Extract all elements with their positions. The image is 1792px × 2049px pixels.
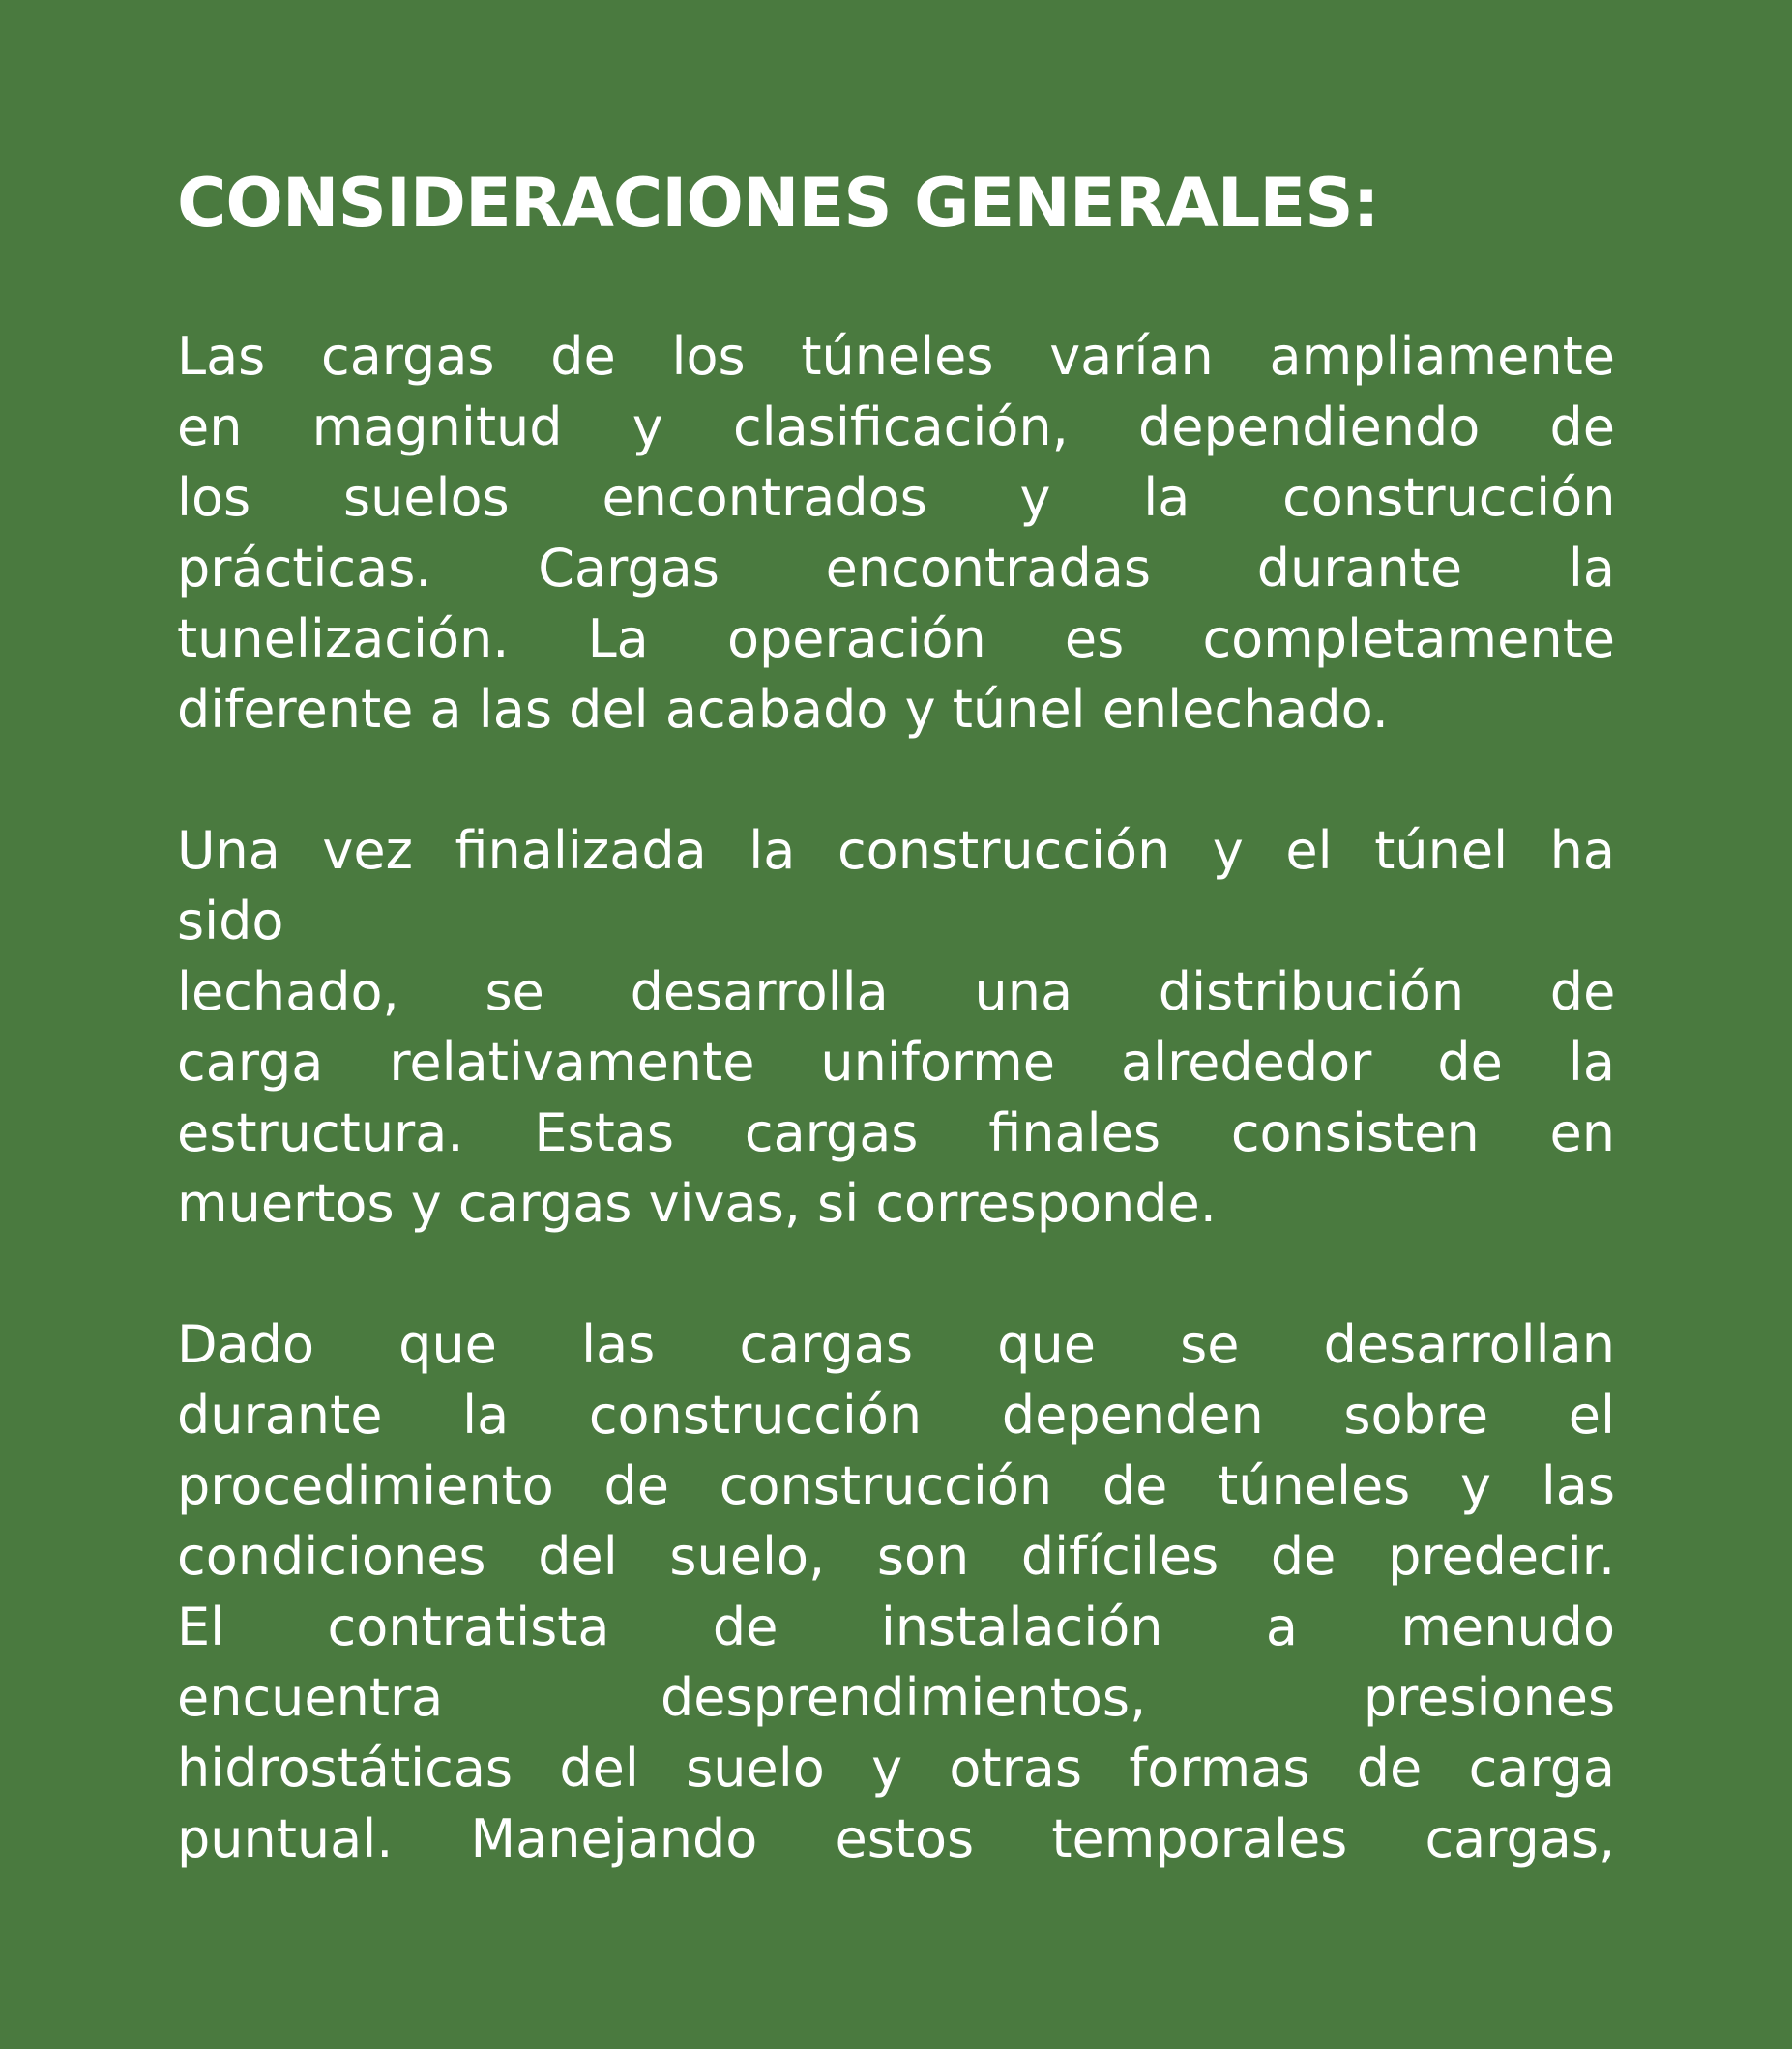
text-line: prácticas. Cargas encontradas durante la	[177, 538, 1615, 599]
document-body	[177, 155, 1615, 1874]
text-line: muertos y cargas vivas, si corresponde.	[177, 1173, 1217, 1234]
text-line: Las cargas de los túneles varían ampliamente	[177, 326, 1615, 387]
text-line: durante la construcción dependen sobre el	[177, 1385, 1615, 1446]
text-line: estructura. Estas cargas finales consisten en	[177, 1102, 1615, 1163]
page-title: CONSIDERACIONES GENERALES:	[177, 163, 1379, 243]
text-line: hidrostáticas del suelo y otras formas de carga	[177, 1738, 1615, 1799]
paragraph-2	[177, 815, 1615, 1239]
text-line: los suelos encontrados y la construcción	[177, 467, 1616, 528]
text-line: procedimiento de construcción de túneles y las	[177, 1455, 1615, 1516]
text-line: puntual. Manejando estos temporales cargas,	[177, 1808, 1616, 1869]
text-line: diferente a las del acabado y túnel enlechado.	[177, 679, 1389, 740]
text-line: condiciones del suelo, son difíciles de predecir.	[177, 1526, 1616, 1587]
text-line: El contratista de instalación a menudo	[177, 1596, 1615, 1657]
text-line: Una vez finalizada la construcción y el túnel ha	[177, 820, 1615, 881]
text-line: carga relativamente uniforme alrededor de la	[177, 1032, 1615, 1093]
paragraph-1	[177, 321, 1615, 745]
text-line: en magnitud y clasificación, dependiendo de	[177, 396, 1615, 457]
paragraph-3	[177, 1309, 1615, 1874]
text-line: sido	[177, 891, 284, 951]
text-line: Dado que las cargas que se desarrollan	[177, 1314, 1615, 1375]
text-line: encuentra desprendimientos, presiones	[177, 1667, 1616, 1728]
text-line: tunelización. La operación es completamente	[177, 608, 1615, 669]
text-line: lechado, se desarrolla una distribución de	[177, 961, 1616, 1022]
